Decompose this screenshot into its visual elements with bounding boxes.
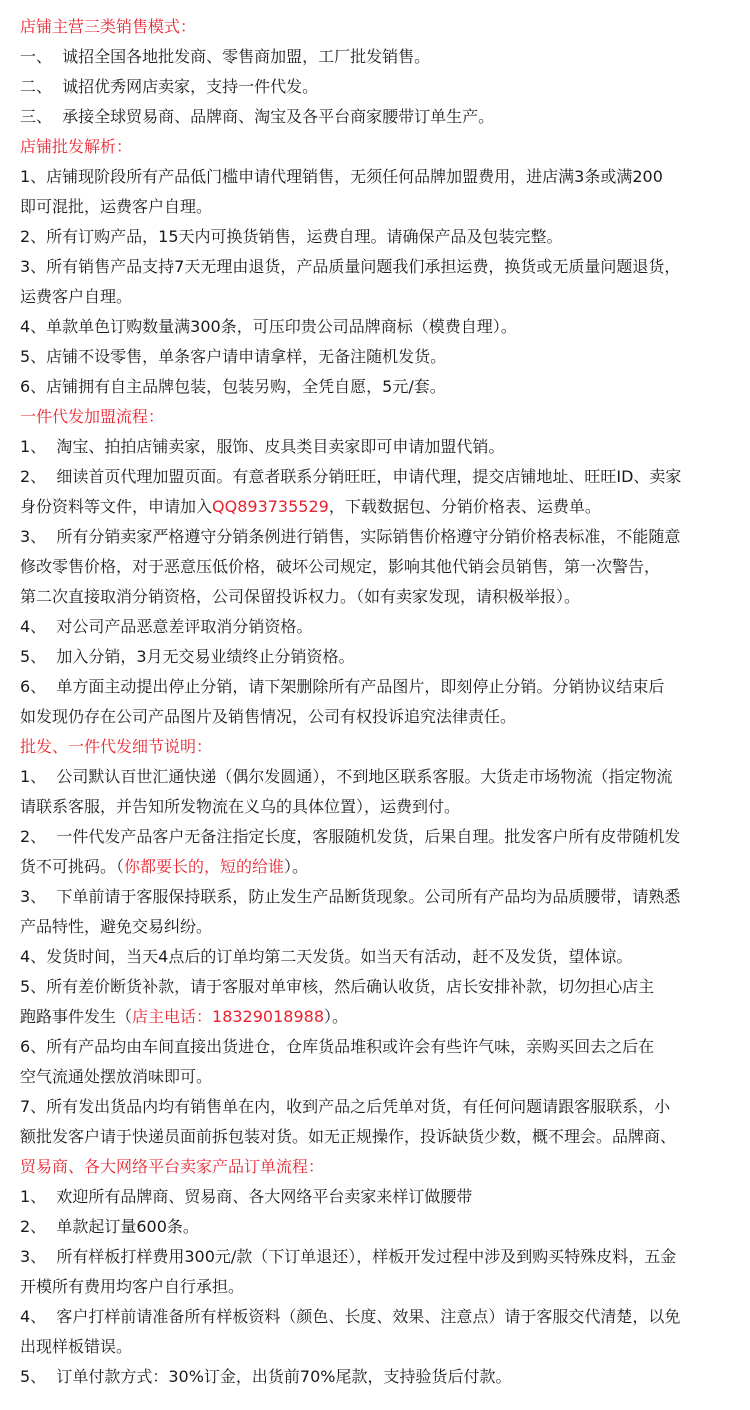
policy-line bbox=[20, 882, 730, 912]
policy-line bbox=[20, 192, 730, 222]
line-text: 3、 所有样板打样费用300元/款（下订单退还），样板开发过程中涉及到购买特殊皮料，五金 bbox=[20, 1247, 677, 1266]
line-text: ，下载数据包、分销价格表、运费单。 bbox=[328, 497, 601, 516]
line-text: 7、所有发出货品内均有销售单在内，收到产品之后凭单对货，有任何问题请跟客服联系，小 bbox=[20, 1097, 671, 1116]
section-heading: 批发、一件代发细节说明： bbox=[20, 737, 213, 756]
line-text: 2、 细读首页代理加盟页面。有意者联系分销旺旺，申请代理，提交店铺地址、旺旺ID、卖家 bbox=[20, 467, 682, 486]
line-text: 6、店铺拥有自主品牌包装，包装另购，全凭自愿，5元/套。 bbox=[20, 377, 446, 396]
section-heading: 贸易商、各大网络平台卖家产品订单流程： bbox=[20, 1157, 325, 1176]
policy-line bbox=[20, 312, 730, 342]
policy-line bbox=[20, 702, 730, 732]
policy-line bbox=[20, 1242, 730, 1272]
policy-line bbox=[20, 102, 730, 132]
line-text: 即可混批，运费客户自理。 bbox=[20, 197, 213, 216]
line-text: 跑路事件发生（ bbox=[20, 1007, 133, 1026]
section-heading: 店铺主营三类销售模式： bbox=[20, 17, 197, 36]
policy-line bbox=[20, 282, 730, 312]
line-text: 运费客户自理。 bbox=[20, 287, 133, 306]
policy-line bbox=[20, 612, 730, 642]
policy-line bbox=[20, 1032, 730, 1062]
policy-line bbox=[20, 972, 730, 1002]
highlighted-text: QQ893735529 bbox=[212, 497, 329, 516]
policy-line bbox=[20, 852, 730, 882]
line-text: 三、 承接全球贸易商、品牌商、淘宝及各平台商家腰带订单生产。 bbox=[20, 107, 495, 126]
line-text: 5、 加入分销，3月无交易业绩终止分销资格。 bbox=[20, 647, 355, 666]
policy-line bbox=[20, 1272, 730, 1302]
policy-line bbox=[20, 1332, 730, 1362]
highlighted-text: 店主电话：18329018988 bbox=[132, 1007, 324, 1026]
policy-line bbox=[20, 672, 730, 702]
line-text: 空气流通处摆放消味即可。 bbox=[20, 1067, 213, 1086]
line-text: ）。 bbox=[284, 857, 309, 876]
policy-line bbox=[20, 822, 730, 852]
policy-line bbox=[20, 162, 730, 192]
line-text: 6、 单方面主动提出停止分销，请下架删除所有产品图片，即刻停止分销。分销协议结束后 bbox=[20, 677, 665, 696]
line-text: 2、所有订购产品，15天内可换货销售，运费自理。请确保产品及包装完整。 bbox=[20, 227, 563, 246]
policy-line bbox=[20, 792, 730, 822]
line-text: 身份资料等文件，申请加入 bbox=[20, 497, 213, 516]
line-text: 1、 公司默认百世汇通快递（偶尔发圆通），不到地区联系客服。大货走市场物流（指定物流 bbox=[20, 767, 673, 786]
line-text: 如发现仍存在公司产品图片及销售情况，公司有权投诉追究法律责任。 bbox=[20, 707, 517, 726]
line-text: 一、 诚招全国各地批发商、零售商加盟，工厂批发销售。 bbox=[20, 47, 431, 66]
policy-line bbox=[20, 222, 730, 252]
line-text: 6、所有产品均由车间直接出货进仓，仓库货品堆积或许会有些许气味，亲购买回去之后在 bbox=[20, 1037, 655, 1056]
line-text: 5、 订单付款方式：30%订金，出货前70%尾款，支持验货后付款。 bbox=[20, 1367, 512, 1386]
line-text: 请联系客服，并告知所发物流在义乌的具体位置），运费到付。 bbox=[20, 797, 461, 816]
policy-line bbox=[20, 1092, 730, 1122]
line-text: 4、发货时间，当天4点后的订单均第二天发货。如当天有活动，赶不及发货，望体谅。 bbox=[20, 947, 633, 966]
policy-line bbox=[20, 762, 730, 792]
policy-line bbox=[20, 1182, 730, 1212]
line-text: 4、单款单色订购数量满300条，可压印贵公司品牌商标（模费自理）。 bbox=[20, 317, 517, 336]
line-text: 2、 单款起订量600条。 bbox=[20, 1217, 199, 1236]
line-text: 5、店铺不设零售，单条客户请申请拿样，无备注随机发货。 bbox=[20, 347, 447, 366]
line-text: 4、 客户打样前请准备所有样板资料（颜色、长度、效果、注意点）请于客服交代清楚，以免 bbox=[20, 1307, 681, 1326]
line-text: 货不可挑码。（ bbox=[20, 857, 125, 876]
policy-line bbox=[20, 462, 730, 492]
policy-line bbox=[20, 1362, 730, 1392]
line-text: 出现样板错误。 bbox=[20, 1337, 133, 1356]
policy-line bbox=[20, 1002, 730, 1032]
policy-line bbox=[20, 1062, 730, 1092]
policy-line bbox=[20, 72, 730, 102]
line-text: 修改零售价格，对于恶意压低价格，破坏公司规定，影响其他代销会员销售，第一次警告， bbox=[20, 557, 661, 576]
policy-line bbox=[20, 912, 730, 942]
line-text: 产品特性，避免交易纠纷。 bbox=[20, 917, 213, 936]
policy-line bbox=[20, 1212, 730, 1242]
section-heading: 一件代发加盟流程： bbox=[20, 407, 165, 426]
policy-section bbox=[20, 1152, 730, 1392]
policy-line bbox=[20, 552, 730, 582]
policy-line bbox=[20, 1302, 730, 1332]
line-text: 3、 所有分销卖家严格遵守分销条例进行销售，实际销售价格遵守分销价格表标准，不能随意 bbox=[20, 527, 681, 546]
policy-line bbox=[20, 582, 730, 612]
policy-line bbox=[20, 252, 730, 282]
policy-line bbox=[20, 492, 730, 522]
policy-section bbox=[20, 12, 730, 132]
highlighted-text: 你都要长的，短的给谁 bbox=[124, 857, 285, 876]
line-text: 1、店铺现阶段所有产品低门槛申请代理销售，无须任何品牌加盟费用，进店满3条或满200 bbox=[20, 167, 663, 186]
policy-line bbox=[20, 1122, 730, 1152]
line-text: 1、 欢迎所有品牌商、贸易商、各大网络平台卖家来样订做腰带 bbox=[20, 1187, 473, 1206]
line-text: 1、 淘宝、拍拍店铺卖家，服饰、皮具类目卖家即可申请加盟代销。 bbox=[20, 437, 505, 456]
policy-line bbox=[20, 42, 730, 72]
policy-line bbox=[20, 432, 730, 462]
line-text: 第二次直接取消分销资格，公司保留投诉权力。（如有卖家发现，请积极举报）。 bbox=[20, 587, 581, 606]
line-text: 额批发客户请于快递员面前拆包装对货。如无正规操作，投诉缺货少数，概不理会。品牌商、 bbox=[20, 1127, 677, 1146]
policy-line bbox=[20, 522, 730, 552]
line-text: 3、 下单前请于客服保持联系，防止发生产品断货现象。公司所有产品均为品质腰带，请熟悉 bbox=[20, 887, 681, 906]
line-text: ）。 bbox=[324, 1007, 349, 1026]
policy-section bbox=[20, 402, 730, 732]
line-text: 二、 诚招优秀网店卖家，支持一件代发。 bbox=[20, 77, 319, 96]
line-text: 2、 一件代发产品客户无备注指定长度，客服随机发货，后果自理。批发客户所有皮带随机发 bbox=[20, 827, 681, 846]
policy-line bbox=[20, 342, 730, 372]
section-heading: 店铺批发解析： bbox=[20, 137, 133, 156]
policy-line bbox=[20, 372, 730, 402]
line-text: 4、 对公司产品恶意差评取消分销资格。 bbox=[20, 617, 313, 636]
policy-line bbox=[20, 942, 730, 972]
policy-line bbox=[20, 642, 730, 672]
policy-section bbox=[20, 132, 730, 402]
policy-section bbox=[20, 732, 730, 1152]
line-text: 开模所有费用均客户自行承担。 bbox=[20, 1277, 245, 1296]
line-text: 5、所有差价断货补款，请于客服对单审核，然后确认收货，店长安排补款，切勿担心店主 bbox=[20, 977, 655, 996]
line-text: 3、所有销售产品支持7天无理由退货，产品质量问题我们承担运费，换货或无质量问题退货， bbox=[20, 257, 681, 276]
